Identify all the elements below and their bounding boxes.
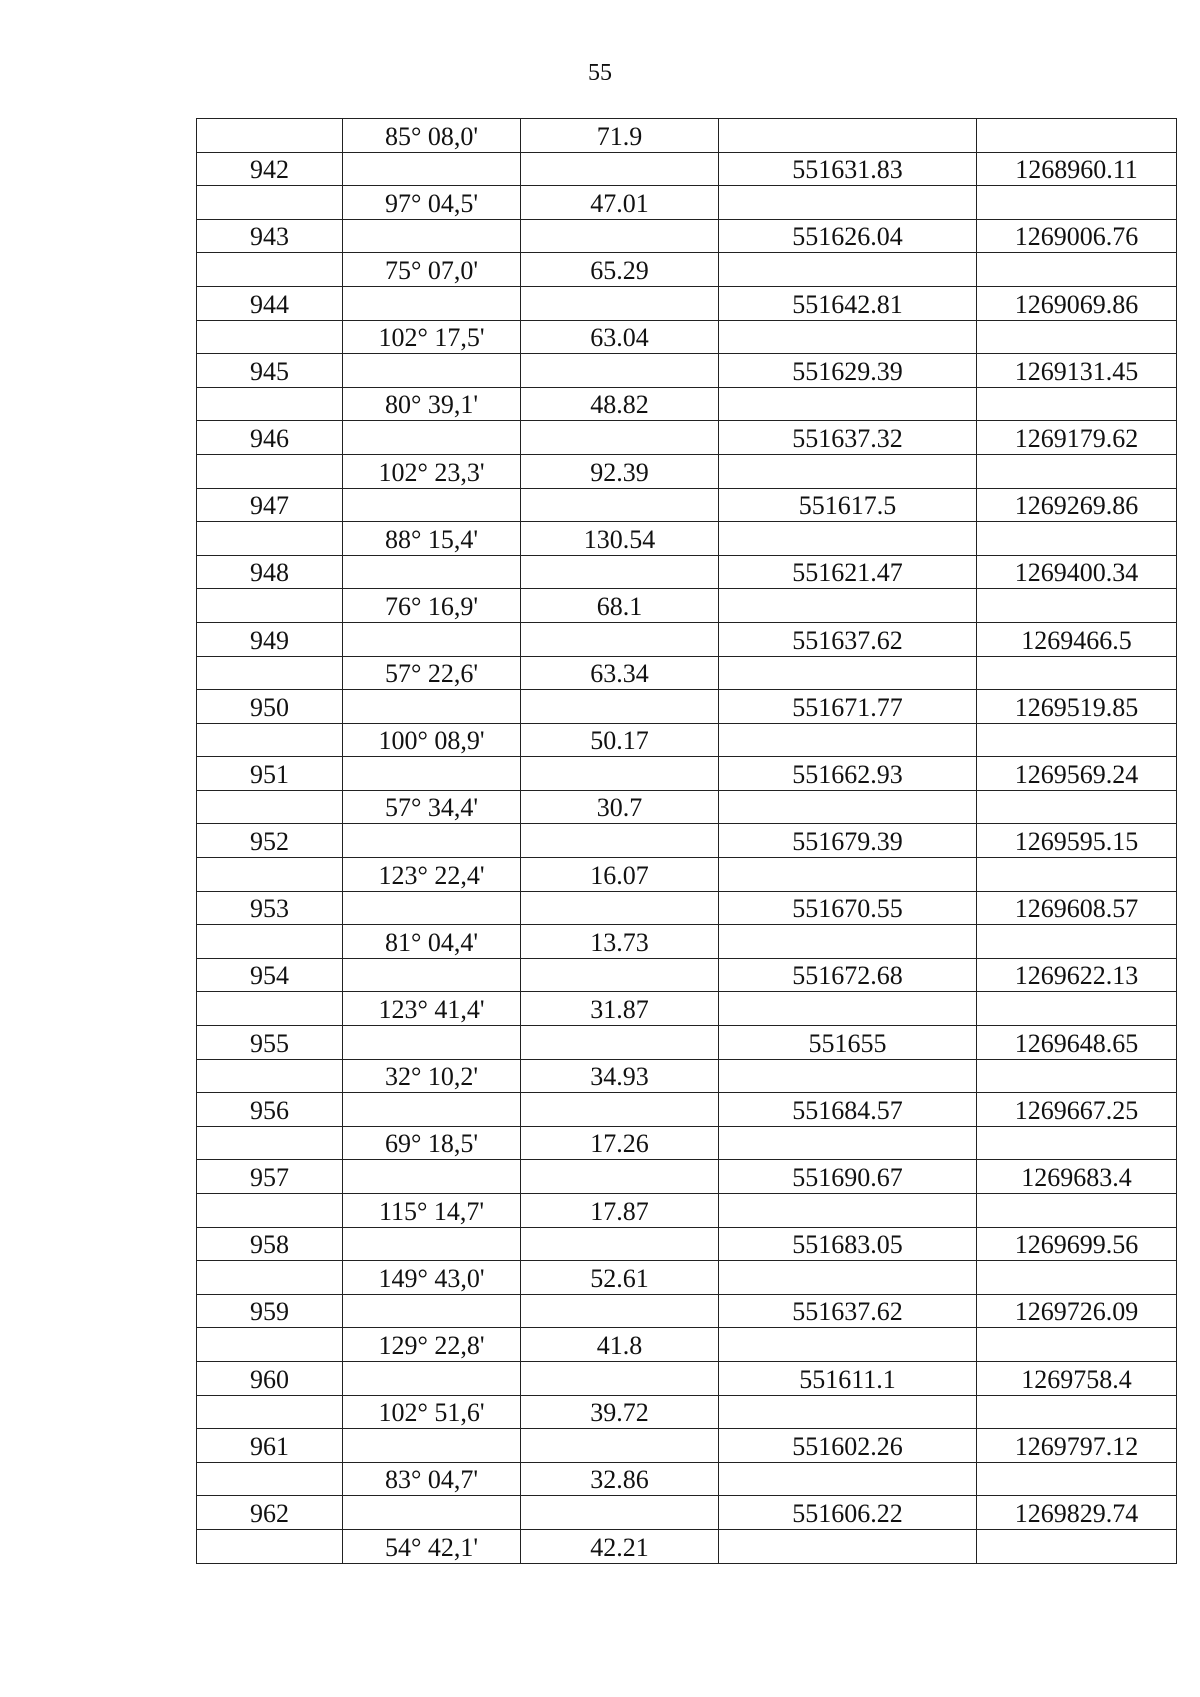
angle-cell: [343, 622, 521, 656]
y-coordinate-cell: [977, 723, 1177, 757]
y-coordinate-cell: [977, 1462, 1177, 1496]
point-number-cell: 943: [197, 219, 343, 253]
table-row: [197, 1496, 1177, 1530]
y-coordinate-cell: 1269595.15: [977, 824, 1177, 858]
distance-cell: [521, 1093, 719, 1127]
distance-cell: [521, 1160, 719, 1194]
table-row: [197, 219, 1177, 253]
x-coordinate-cell: 551626.04: [719, 219, 977, 253]
y-coordinate-cell: [977, 454, 1177, 488]
table-row: [197, 1462, 1177, 1496]
distance-cell: [521, 555, 719, 589]
y-coordinate-cell: [977, 925, 1177, 959]
point-number-cell: [197, 992, 343, 1026]
point-number-cell: [197, 858, 343, 892]
distance-cell: [521, 690, 719, 724]
table-body: [197, 119, 1177, 1564]
angle-cell: [343, 488, 521, 522]
angle-cell: 83° 04,7': [343, 1462, 521, 1496]
angle-cell: 100° 08,9': [343, 723, 521, 757]
y-coordinate-cell: 1269648.65: [977, 1026, 1177, 1060]
distance-cell: 65.29: [521, 253, 719, 287]
angle-cell: 76° 16,9': [343, 589, 521, 623]
distance-cell: [521, 152, 719, 186]
x-coordinate-cell: [719, 1261, 977, 1295]
y-coordinate-cell: 1269829.74: [977, 1496, 1177, 1530]
angle-cell: 81° 04,4': [343, 925, 521, 959]
angle-cell: 102° 51,6': [343, 1395, 521, 1429]
table-row: [197, 992, 1177, 1026]
page-number: 55: [588, 60, 612, 86]
point-number-cell: 961: [197, 1429, 343, 1463]
y-coordinate-cell: 1269069.86: [977, 286, 1177, 320]
point-number-cell: 948: [197, 555, 343, 589]
table-row: [197, 690, 1177, 724]
table-row: [197, 723, 1177, 757]
coordinate-table: [196, 118, 1177, 1564]
x-coordinate-cell: 551672.68: [719, 958, 977, 992]
y-coordinate-cell: 1268960.11: [977, 152, 1177, 186]
x-coordinate-cell: 551637.32: [719, 421, 977, 455]
point-number-cell: 949: [197, 622, 343, 656]
x-coordinate-cell: [719, 656, 977, 690]
point-number-cell: [197, 656, 343, 690]
table-row: [197, 555, 1177, 589]
angle-cell: 32° 10,2': [343, 1059, 521, 1093]
distance-cell: 16.07: [521, 858, 719, 892]
angle-cell: [343, 1093, 521, 1127]
angle-cell: [343, 891, 521, 925]
y-coordinate-cell: [977, 186, 1177, 220]
x-coordinate-cell: 551683.05: [719, 1227, 977, 1261]
table-row: [197, 186, 1177, 220]
table-row: [197, 1328, 1177, 1362]
point-number-cell: [197, 589, 343, 623]
angle-cell: 57° 22,6': [343, 656, 521, 690]
point-number-cell: [197, 1395, 343, 1429]
distance-cell: 48.82: [521, 387, 719, 421]
x-coordinate-cell: 551606.22: [719, 1496, 977, 1530]
table-row: [197, 1261, 1177, 1295]
x-coordinate-cell: 551655: [719, 1026, 977, 1060]
y-coordinate-cell: 1269758.4: [977, 1361, 1177, 1395]
table-row: [197, 522, 1177, 556]
y-coordinate-cell: [977, 1395, 1177, 1429]
point-number-cell: 942: [197, 152, 343, 186]
point-number-cell: [197, 1529, 343, 1563]
table-row: [197, 354, 1177, 388]
y-coordinate-cell: [977, 656, 1177, 690]
table-row: [197, 1294, 1177, 1328]
point-number-cell: [197, 1194, 343, 1228]
point-number-cell: 962: [197, 1496, 343, 1530]
point-number-cell: [197, 320, 343, 354]
table-row: [197, 1093, 1177, 1127]
distance-cell: [521, 757, 719, 791]
x-coordinate-cell: [719, 723, 977, 757]
y-coordinate-cell: [977, 858, 1177, 892]
x-coordinate-cell: [719, 1395, 977, 1429]
point-number-cell: 959: [197, 1294, 343, 1328]
angle-cell: [343, 1496, 521, 1530]
distance-cell: 92.39: [521, 454, 719, 488]
point-number-cell: [197, 723, 343, 757]
angle-cell: 57° 34,4': [343, 790, 521, 824]
x-coordinate-cell: [719, 186, 977, 220]
y-coordinate-cell: 1269683.4: [977, 1160, 1177, 1194]
point-number-cell: 960: [197, 1361, 343, 1395]
point-number-cell: [197, 925, 343, 959]
distance-cell: 71.9: [521, 119, 719, 153]
table-row: [197, 1395, 1177, 1429]
angle-cell: 123° 22,4': [343, 858, 521, 892]
y-coordinate-cell: [977, 790, 1177, 824]
y-coordinate-cell: [977, 1328, 1177, 1362]
distance-cell: [521, 1227, 719, 1261]
table-row: [197, 656, 1177, 690]
x-coordinate-cell: [719, 119, 977, 153]
point-number-cell: 958: [197, 1227, 343, 1261]
table-row: [197, 119, 1177, 153]
angle-cell: [343, 152, 521, 186]
y-coordinate-cell: [977, 522, 1177, 556]
y-coordinate-cell: [977, 119, 1177, 153]
distance-cell: 130.54: [521, 522, 719, 556]
y-coordinate-cell: [977, 1059, 1177, 1093]
angle-cell: 88° 15,4': [343, 522, 521, 556]
y-coordinate-cell: [977, 253, 1177, 287]
angle-cell: [343, 1361, 521, 1395]
angle-cell: [343, 1227, 521, 1261]
table-row: [197, 925, 1177, 959]
angle-cell: 75° 07,0': [343, 253, 521, 287]
table-row: [197, 1227, 1177, 1261]
y-coordinate-cell: 1269667.25: [977, 1093, 1177, 1127]
y-coordinate-cell: 1269466.5: [977, 622, 1177, 656]
x-coordinate-cell: 551662.93: [719, 757, 977, 791]
angle-cell: 80° 39,1': [343, 387, 521, 421]
y-coordinate-cell: [977, 1194, 1177, 1228]
y-coordinate-cell: [977, 589, 1177, 623]
y-coordinate-cell: 1269726.09: [977, 1294, 1177, 1328]
point-number-cell: [197, 454, 343, 488]
x-coordinate-cell: [719, 790, 977, 824]
x-coordinate-cell: [719, 454, 977, 488]
angle-cell: [343, 286, 521, 320]
angle-cell: 85° 08,0': [343, 119, 521, 153]
point-number-cell: 957: [197, 1160, 343, 1194]
x-coordinate-cell: [719, 253, 977, 287]
angle-cell: [343, 757, 521, 791]
x-coordinate-cell: 551679.39: [719, 824, 977, 858]
distance-cell: 47.01: [521, 186, 719, 220]
x-coordinate-cell: [719, 858, 977, 892]
distance-cell: 30.7: [521, 790, 719, 824]
distance-cell: [521, 421, 719, 455]
point-number-cell: [197, 119, 343, 153]
y-coordinate-cell: [977, 1529, 1177, 1563]
table-row: [197, 1529, 1177, 1563]
distance-cell: [521, 286, 719, 320]
y-coordinate-cell: [977, 320, 1177, 354]
x-coordinate-cell: 551671.77: [719, 690, 977, 724]
distance-cell: 34.93: [521, 1059, 719, 1093]
distance-cell: [521, 1026, 719, 1060]
x-coordinate-cell: [719, 387, 977, 421]
table-row: [197, 421, 1177, 455]
table-row: [197, 286, 1177, 320]
table-row: [197, 387, 1177, 421]
y-coordinate-cell: [977, 387, 1177, 421]
distance-cell: 31.87: [521, 992, 719, 1026]
distance-cell: [521, 488, 719, 522]
point-number-cell: 951: [197, 757, 343, 791]
distance-cell: [521, 622, 719, 656]
distance-cell: [521, 824, 719, 858]
y-coordinate-cell: 1269400.34: [977, 555, 1177, 589]
angle-cell: [343, 824, 521, 858]
point-number-cell: 945: [197, 354, 343, 388]
x-coordinate-cell: 551684.57: [719, 1093, 977, 1127]
table-row: [197, 454, 1177, 488]
x-coordinate-cell: [719, 1529, 977, 1563]
y-coordinate-cell: 1269608.57: [977, 891, 1177, 925]
distance-cell: 63.34: [521, 656, 719, 690]
x-coordinate-cell: [719, 1462, 977, 1496]
x-coordinate-cell: 551690.67: [719, 1160, 977, 1194]
x-coordinate-cell: 551670.55: [719, 891, 977, 925]
point-number-cell: [197, 1462, 343, 1496]
distance-cell: 42.21: [521, 1529, 719, 1563]
distance-cell: [521, 1294, 719, 1328]
angle-cell: 149° 43,0': [343, 1261, 521, 1295]
x-coordinate-cell: 551602.26: [719, 1429, 977, 1463]
distance-cell: 50.17: [521, 723, 719, 757]
point-number-cell: [197, 790, 343, 824]
x-coordinate-cell: 551611.1: [719, 1361, 977, 1395]
x-coordinate-cell: [719, 992, 977, 1026]
table-row: [197, 320, 1177, 354]
table-row: [197, 253, 1177, 287]
table-row: [197, 958, 1177, 992]
table-row: [197, 589, 1177, 623]
y-coordinate-cell: 1269569.24: [977, 757, 1177, 791]
x-coordinate-cell: 551621.47: [719, 555, 977, 589]
point-number-cell: [197, 1059, 343, 1093]
distance-cell: [521, 1496, 719, 1530]
point-number-cell: 954: [197, 958, 343, 992]
distance-cell: [521, 354, 719, 388]
table-row: [197, 622, 1177, 656]
table-row: [197, 790, 1177, 824]
angle-cell: 102° 17,5': [343, 320, 521, 354]
angle-cell: 97° 04,5': [343, 186, 521, 220]
distance-cell: [521, 1429, 719, 1463]
point-number-cell: 955: [197, 1026, 343, 1060]
angle-cell: [343, 219, 521, 253]
distance-cell: 17.87: [521, 1194, 719, 1228]
distance-cell: 63.04: [521, 320, 719, 354]
y-coordinate-cell: [977, 1126, 1177, 1160]
table-row: [197, 1026, 1177, 1060]
angle-cell: 123° 41,4': [343, 992, 521, 1026]
point-number-cell: [197, 186, 343, 220]
x-coordinate-cell: [719, 1328, 977, 1362]
x-coordinate-cell: 551631.83: [719, 152, 977, 186]
y-coordinate-cell: 1269131.45: [977, 354, 1177, 388]
y-coordinate-cell: 1269269.86: [977, 488, 1177, 522]
table-row: [197, 891, 1177, 925]
point-number-cell: [197, 522, 343, 556]
y-coordinate-cell: [977, 992, 1177, 1026]
distance-cell: 13.73: [521, 925, 719, 959]
y-coordinate-cell: [977, 1261, 1177, 1295]
point-number-cell: [197, 1328, 343, 1362]
distance-cell: 32.86: [521, 1462, 719, 1496]
angle-cell: 69° 18,5': [343, 1126, 521, 1160]
angle-cell: [343, 354, 521, 388]
distance-cell: [521, 891, 719, 925]
point-number-cell: 953: [197, 891, 343, 925]
y-coordinate-cell: 1269006.76: [977, 219, 1177, 253]
y-coordinate-cell: 1269519.85: [977, 690, 1177, 724]
angle-cell: [343, 1160, 521, 1194]
y-coordinate-cell: 1269622.13: [977, 958, 1177, 992]
point-number-cell: [197, 253, 343, 287]
x-coordinate-cell: [719, 320, 977, 354]
x-coordinate-cell: 551617.5: [719, 488, 977, 522]
y-coordinate-cell: 1269699.56: [977, 1227, 1177, 1261]
x-coordinate-cell: [719, 1059, 977, 1093]
point-number-cell: [197, 387, 343, 421]
distance-cell: [521, 1361, 719, 1395]
angle-cell: 54° 42,1': [343, 1529, 521, 1563]
y-coordinate-cell: 1269797.12: [977, 1429, 1177, 1463]
x-coordinate-cell: 551637.62: [719, 622, 977, 656]
angle-cell: [343, 690, 521, 724]
angle-cell: 102° 23,3': [343, 454, 521, 488]
point-number-cell: 946: [197, 421, 343, 455]
table-row: [197, 1126, 1177, 1160]
angle-cell: [343, 958, 521, 992]
x-coordinate-cell: [719, 1194, 977, 1228]
angle-cell: [343, 421, 521, 455]
table-row: [197, 152, 1177, 186]
distance-cell: 52.61: [521, 1261, 719, 1295]
x-coordinate-cell: 551637.62: [719, 1294, 977, 1328]
table-row: [197, 1059, 1177, 1093]
table-row: [197, 1361, 1177, 1395]
point-number-cell: 950: [197, 690, 343, 724]
angle-cell: 129° 22,8': [343, 1328, 521, 1362]
x-coordinate-cell: 551629.39: [719, 354, 977, 388]
table-row: [197, 858, 1177, 892]
distance-cell: 17.26: [521, 1126, 719, 1160]
point-number-cell: [197, 1261, 343, 1295]
angle-cell: [343, 555, 521, 589]
x-coordinate-cell: 551642.81: [719, 286, 977, 320]
point-number-cell: 947: [197, 488, 343, 522]
angle-cell: [343, 1429, 521, 1463]
x-coordinate-cell: [719, 589, 977, 623]
table-row: [197, 1194, 1177, 1228]
table-row: [197, 757, 1177, 791]
x-coordinate-cell: [719, 925, 977, 959]
point-number-cell: 944: [197, 286, 343, 320]
table-row: [197, 824, 1177, 858]
table-row: [197, 1429, 1177, 1463]
distance-cell: 68.1: [521, 589, 719, 623]
table-row: [197, 488, 1177, 522]
distance-cell: [521, 219, 719, 253]
angle-cell: 115° 14,7': [343, 1194, 521, 1228]
distance-cell: 39.72: [521, 1395, 719, 1429]
point-number-cell: 956: [197, 1093, 343, 1127]
x-coordinate-cell: [719, 522, 977, 556]
table-row: [197, 1160, 1177, 1194]
y-coordinate-cell: 1269179.62: [977, 421, 1177, 455]
point-number-cell: 952: [197, 824, 343, 858]
angle-cell: [343, 1294, 521, 1328]
distance-cell: 41.8: [521, 1328, 719, 1362]
distance-cell: [521, 958, 719, 992]
x-coordinate-cell: [719, 1126, 977, 1160]
angle-cell: [343, 1026, 521, 1060]
point-number-cell: [197, 1126, 343, 1160]
